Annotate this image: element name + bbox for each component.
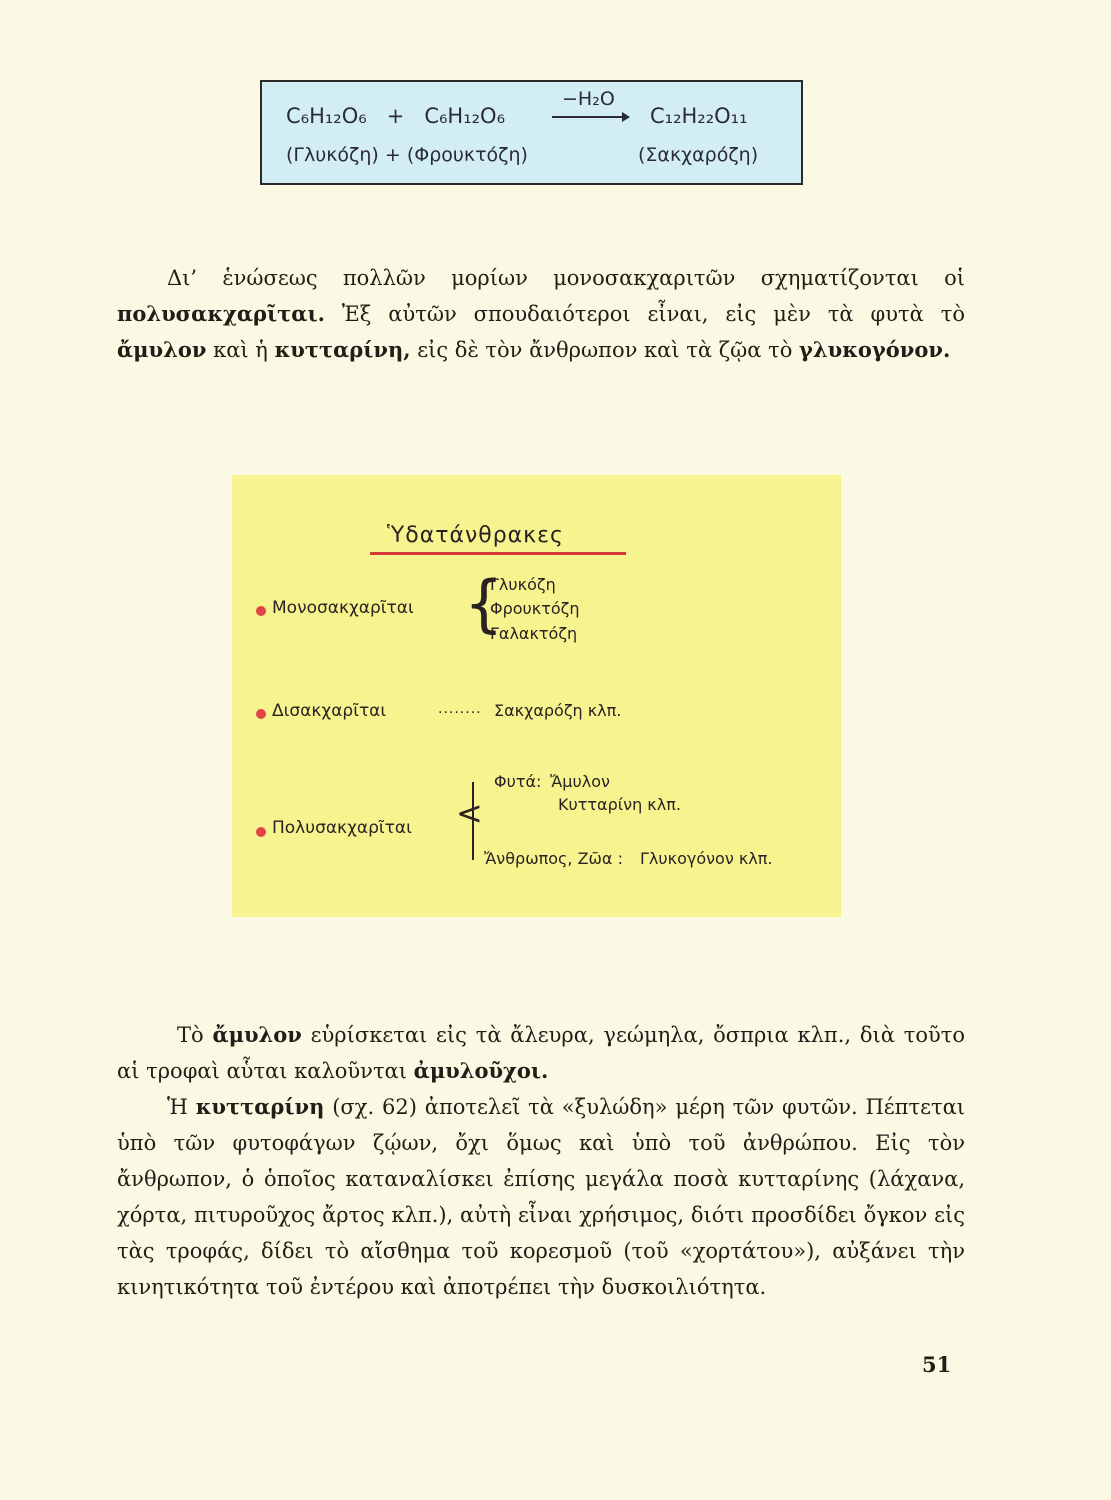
text-run: (σχ. 62) ἀποτελεῖ τὰ «ξυλώδη» μέρη τῶν φυτῶν. Πέπτεται ὑπὸ τῶν φυτοφάγων ζῴων, ὄχι ὅμως καὶ ὑπὸ τοῦ ἀνθρώπου. Εἰς τὸν ἄνθρωπον, ὁ ὁποῖος καταναλίσκει ἐπίσης μεγάλα ποσὰ κυτταρίνης (λάχανα, χόρτα, πιτυροῦχος ἄρτος κλπ.), αὐτὴ εἶναι χρήσιμος, διότι προσδίδει ὄγκον εἰς τὰς τροφάς, δίδει τὸ αἴσθημα τοῦ κορεσμοῦ (τοῦ «χορτάτου»), αὐξάνει τὴν κινητικότητα τοῦ ἐντέρου καὶ ἀποτρέπει τὴν δυσκοιλιότητα. <box>117 1095 966 1299</box>
plus-sign: + <box>386 104 405 128</box>
plus-sign-name: + <box>384 144 401 166</box>
paragraph-polysaccharides <box>117 260 965 368</box>
poly-label: Πολυσακχαρῖται <box>272 818 412 838</box>
bold-term: πολυσακχαρῖται. <box>117 301 325 326</box>
text-run: εἰς δὲ τὸν ἄνθρωπον καὶ τὰ ζῷα τὸ <box>410 338 800 362</box>
bullet-icon <box>256 827 266 837</box>
text-run: Ἐξ αὐτῶν σπουδαιότεροι εἶναι, εἰς μὲν τὰ φυτὰ τὸ <box>324 302 965 326</box>
bold-term: ἄμυλον <box>117 337 207 362</box>
paragraph-cellulose <box>117 1089 965 1305</box>
bold-term: ἀμυλοῦχοι. <box>413 1058 549 1083</box>
di-item: Σακχαρόζη κλπ. <box>494 701 622 720</box>
reaction-arrow-icon <box>552 116 628 118</box>
text-run: Τὸ <box>177 1023 213 1047</box>
bold-term: κυτταρίνη <box>195 1094 325 1119</box>
reactant-2: C₆H₁₂O₆ <box>424 104 506 128</box>
title-underline <box>370 552 626 555</box>
text-run: Ἡ <box>167 1095 196 1119</box>
mono-item-1: Γλυκόζη <box>490 575 556 594</box>
brace-icon: { <box>464 567 504 640</box>
mono-item-2: Φρουκτόζη <box>490 599 580 618</box>
poly-plants-label: Φυτά: <box>494 772 542 791</box>
brace-icon: < <box>456 794 483 832</box>
bold-term: κυτταρίνη, <box>274 337 411 362</box>
poly-animals-label: Ἄνθρωπος, Ζῶα : <box>484 849 623 868</box>
page-number: 51 <box>922 1352 952 1377</box>
product-name: (Σακχαρόζη) <box>638 144 759 166</box>
poly-plants-item-1: Ἄμυλον <box>550 772 610 791</box>
equation-reactants <box>286 104 505 128</box>
leader-dots: ........ <box>438 701 482 717</box>
text-run: Δι’ ἑνώσεως πολλῶν μορίων μονοσακχαριτῶν σχηματίζονται οἱ <box>167 266 965 290</box>
diagram-title: Ὑδατάνθρακες <box>387 523 564 548</box>
product: C₁₂H₂₂O₁₁ <box>650 104 748 128</box>
bold-term: γλυκογόνον. <box>799 337 951 362</box>
mono-label: Μονοσακχαρῖται <box>272 598 414 618</box>
reactant-2-name: (Φρουκτόζη) <box>406 144 528 166</box>
carbohydrates-diagram <box>232 475 841 917</box>
bullet-icon <box>256 709 266 719</box>
reactant-1: C₆H₁₂O₆ <box>286 104 367 128</box>
arrow-label: −H₂O <box>562 88 615 110</box>
di-label: Δισακχαρῖται <box>272 701 387 721</box>
text-run: εὑρίσκεται εἰς τὰ ἄλευρα, γεώμηλα, ὄσπρια κλπ., διὰ τοῦτο αἱ τροφαὶ αὗται καλοῦνται <box>117 1023 966 1083</box>
equation-names <box>286 144 528 166</box>
poly-plants-item-2: Κυτταρίνη κλπ. <box>558 795 681 814</box>
equation-box <box>260 80 803 185</box>
reactant-1-name: (Γλυκόζη) <box>286 144 379 166</box>
bold-term: ἄμυλον <box>212 1022 302 1047</box>
mono-item-3: Γαλακτόζη <box>490 624 578 643</box>
text-run: καὶ ἡ <box>206 338 275 362</box>
paragraph-starch <box>117 1017 965 1089</box>
bullet-icon <box>256 606 266 616</box>
poly-animals-item: Γλυκογόνον κλπ. <box>640 849 773 868</box>
